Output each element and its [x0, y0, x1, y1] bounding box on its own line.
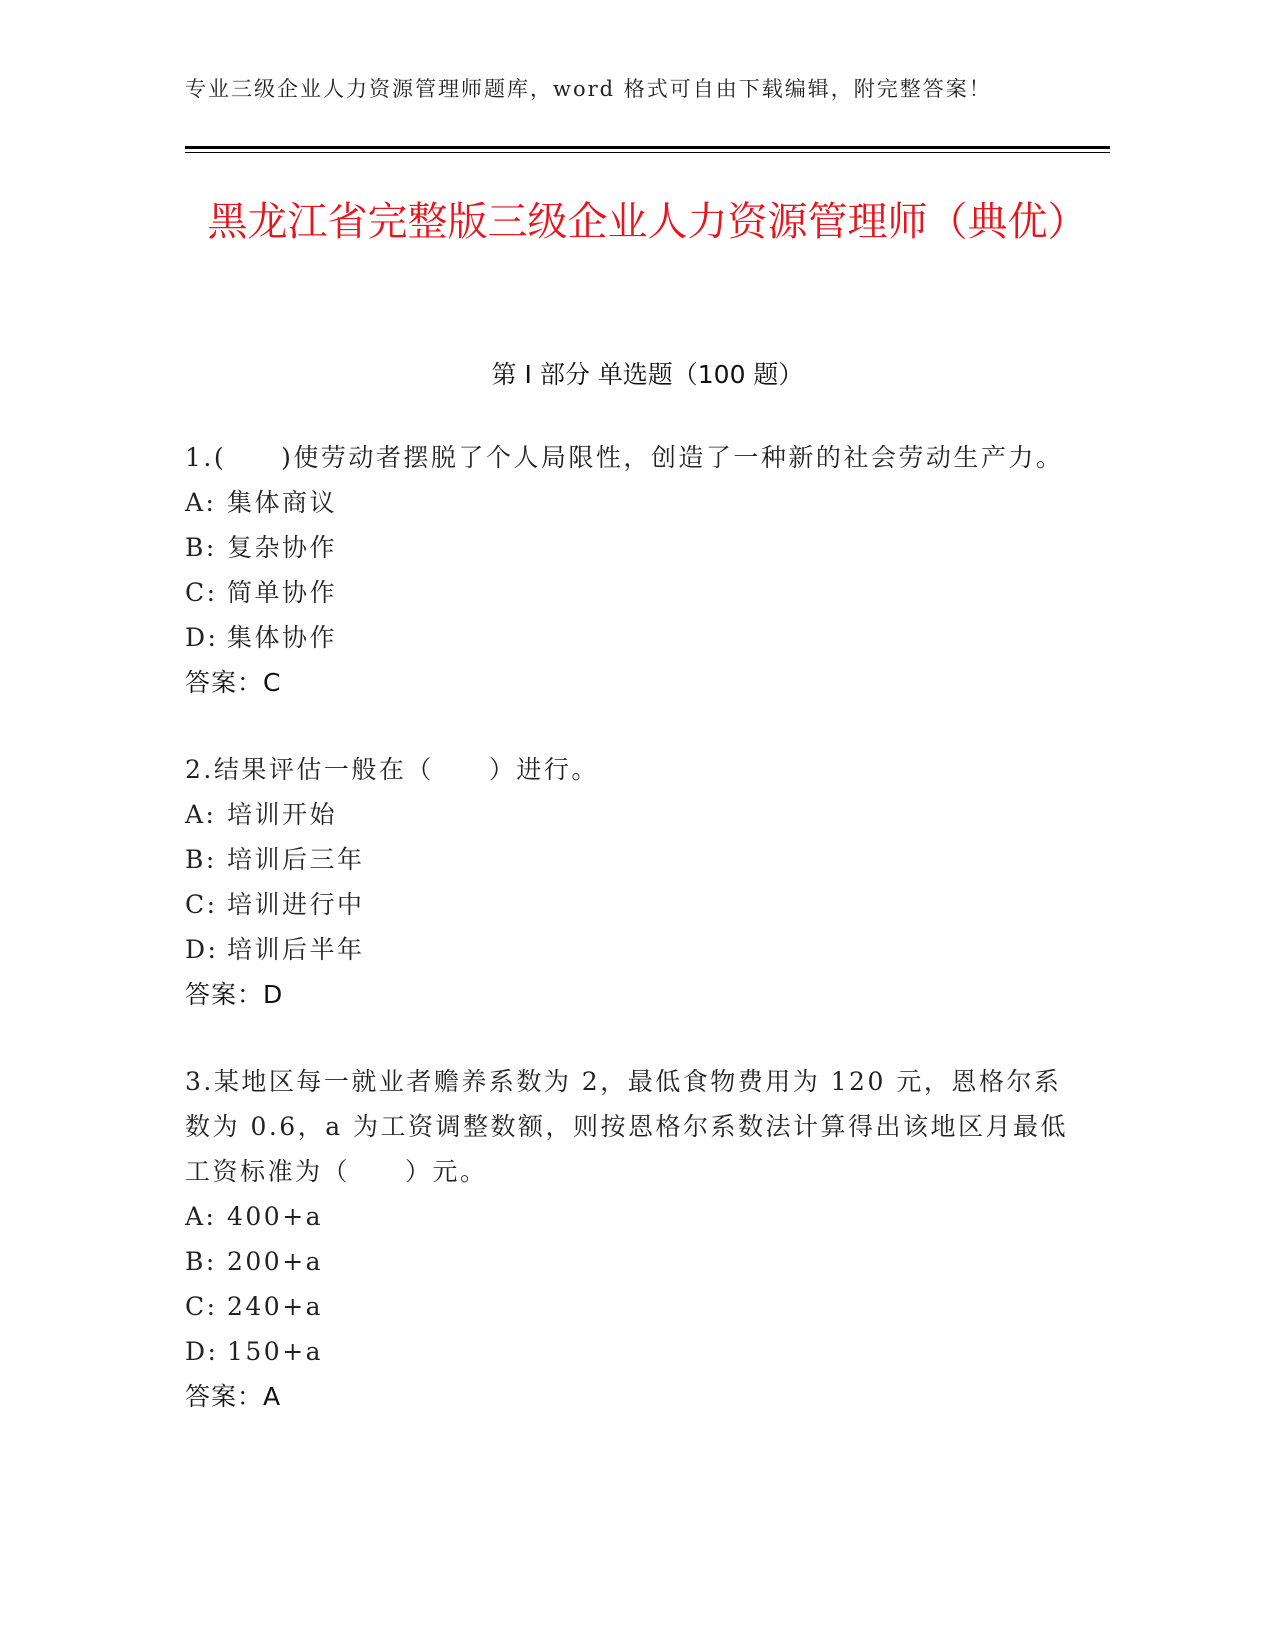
document-title: 黑龙江省完整版三级企业人力资源管理师（典优） — [207, 199, 1088, 245]
option-d — [185, 615, 1070, 660]
option-b — [185, 1239, 1070, 1284]
option-key: C: — [185, 578, 218, 607]
answer-line: 答案：C — [185, 668, 282, 697]
option-a — [185, 792, 1070, 837]
option-text: 培训开始 — [227, 800, 338, 829]
option-key: A: — [185, 800, 217, 829]
question-3 — [185, 1059, 1070, 1419]
option-key: D: — [185, 1337, 219, 1366]
option-c — [185, 570, 1070, 615]
option-a — [185, 1194, 1070, 1239]
option-text: 150+a — [227, 1337, 324, 1366]
question-stem: 3.某地区每一就业者赡养系数为 2，最低食物费用为 120 元，恩格尔系数为 0.6，a 为工资调整数额，则按恩格尔系数法计算得出该地区月最低工资标准为（ ）元。 — [185, 1067, 1069, 1186]
option-text: 培训进行中 — [227, 890, 365, 919]
option-a — [185, 480, 1070, 525]
option-text: 复杂协作 — [227, 533, 338, 562]
option-text: 培训后三年 — [227, 845, 365, 874]
option-key: D: — [185, 623, 219, 652]
question-stem: 2.结果评估一般在（ ）进行。 — [185, 755, 599, 784]
option-text: 240+a — [227, 1292, 324, 1321]
option-text: 集体协作 — [227, 623, 338, 652]
option-text: 400+a — [227, 1202, 324, 1231]
option-key: A: — [185, 488, 217, 517]
option-key: D: — [185, 935, 219, 964]
option-key: C: — [185, 1292, 218, 1321]
option-text: 培训后半年 — [227, 935, 365, 964]
option-d — [185, 1329, 1070, 1374]
question-list — [185, 435, 1070, 1461]
header-divider-thick — [185, 146, 1110, 149]
option-text: 200+a — [227, 1247, 324, 1276]
option-c — [185, 882, 1070, 927]
option-text: 简单协作 — [227, 578, 338, 607]
option-key: C: — [185, 890, 218, 919]
section-title: 第 I 部分 单选题（100 题） — [491, 360, 804, 389]
answer-line: 答案：A — [185, 1382, 282, 1411]
option-key: B: — [185, 533, 217, 562]
option-key: A: — [185, 1202, 217, 1231]
question-1 — [185, 435, 1070, 705]
question-stem: 1.( )使劳动者摆脱了个人局限性，创造了一种新的社会劳动生产力。 — [185, 443, 1064, 472]
option-d — [185, 927, 1070, 972]
option-text: 集体商议 — [227, 488, 338, 517]
option-c — [185, 1284, 1070, 1329]
question-2 — [185, 747, 1070, 1017]
option-key: B: — [185, 845, 217, 874]
header-divider-thin — [185, 152, 1110, 153]
option-b — [185, 525, 1070, 570]
answer-line: 答案：D — [185, 980, 284, 1009]
header-note: 专业三级企业人力资源管理师题库，word 格式可自由下载编辑，附完整答案！ — [185, 77, 992, 101]
option-b — [185, 837, 1070, 882]
option-key: B: — [185, 1247, 217, 1276]
